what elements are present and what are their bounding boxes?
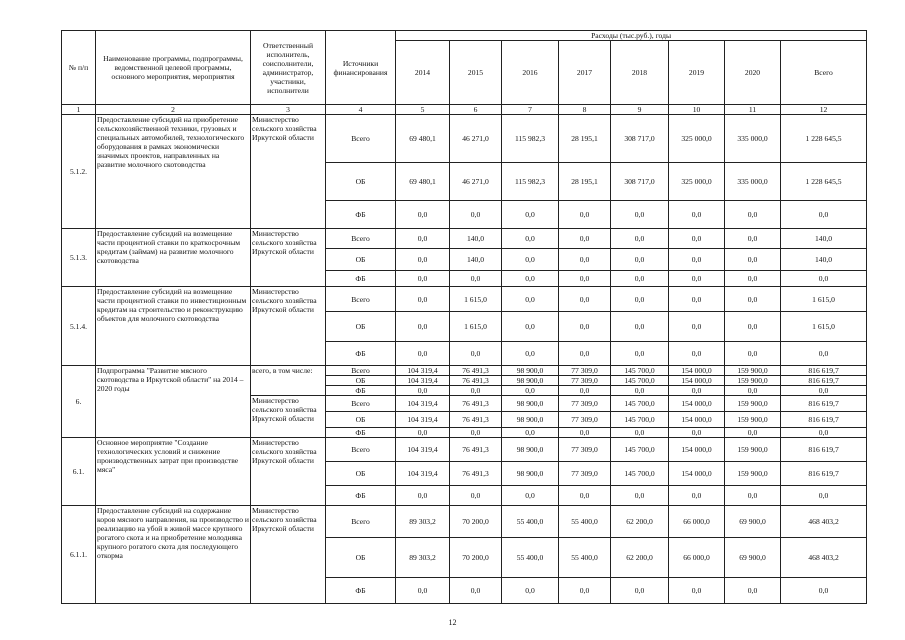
value-cell: 98 900,0 [502, 376, 559, 386]
value-cell: 154 000,0 [669, 438, 725, 462]
header-year: 2015 [450, 41, 502, 105]
source-label: ФБ [326, 386, 396, 396]
value-cell: 0,0 [611, 578, 669, 604]
header-year: 2018 [611, 41, 669, 105]
value-cell: 0,0 [725, 201, 781, 229]
value-cell: 0,0 [611, 271, 669, 287]
value-cell: 76 491,3 [450, 438, 502, 462]
source-label: ФБ [326, 578, 396, 604]
value-cell: 0,0 [669, 287, 725, 312]
value-cell: 98 900,0 [502, 396, 559, 412]
header-year: 2016 [502, 41, 559, 105]
value-cell: 76 491,3 [450, 396, 502, 412]
value-cell: 0,0 [396, 249, 450, 271]
value-cell: 0,0 [611, 312, 669, 342]
value-cell: 0,0 [559, 386, 611, 396]
value-cell: 76 491,3 [450, 366, 502, 376]
value-cell: 98 900,0 [502, 412, 559, 428]
value-cell: 62 200,0 [611, 538, 669, 578]
value-cell: 1 615,0 [450, 287, 502, 312]
table-row [62, 229, 867, 249]
value-cell: 0,0 [502, 229, 559, 249]
value-cell: 104 319,4 [396, 376, 450, 386]
header-name: Наименование программы, подпрограммы, ведомственной целевой программы, основного мероприятия, мероприятия [96, 31, 251, 105]
value-cell: 55 400,0 [559, 538, 611, 578]
value-cell: 0,0 [669, 271, 725, 287]
header-executor: Ответственный исполнитель, соисполнители, администратор, участники, исполнители [251, 31, 326, 105]
value-cell: 0,0 [725, 229, 781, 249]
value-cell: 1 615,0 [450, 312, 502, 342]
value-cell: 0,0 [669, 249, 725, 271]
value-cell: 0,0 [559, 312, 611, 342]
value-cell: 0,0 [611, 287, 669, 312]
total-cell: 0,0 [781, 486, 867, 506]
value-cell: 0,0 [396, 428, 450, 438]
header-year: 2019 [669, 41, 725, 105]
row-executor: Министерство сельского хозяйства Иркутской области [251, 506, 326, 604]
value-cell: 66 000,0 [669, 506, 725, 538]
value-cell: 0,0 [611, 249, 669, 271]
value-cell: 154 000,0 [669, 462, 725, 486]
total-cell: 0,0 [781, 386, 867, 396]
total-cell: 468 403,2 [781, 538, 867, 578]
column-number: 6 [450, 105, 502, 115]
row-executor: Министерство сельского хозяйства Иркутской области [251, 287, 326, 366]
value-cell: 159 900,0 [725, 376, 781, 386]
source-label: ОБ [326, 538, 396, 578]
value-cell: 335 000,0 [725, 163, 781, 201]
total-cell: 1 228 645,5 [781, 115, 867, 163]
value-cell: 0,0 [450, 578, 502, 604]
value-cell: 159 900,0 [725, 366, 781, 376]
value-cell: 0,0 [559, 578, 611, 604]
total-cell: 816 619,7 [781, 462, 867, 486]
value-cell: 89 303,2 [396, 538, 450, 578]
value-cell: 76 491,3 [450, 412, 502, 428]
value-cell: 46 271,0 [450, 163, 502, 201]
column-number: 8 [559, 105, 611, 115]
source-label: Всего [326, 115, 396, 163]
total-cell: 140,0 [781, 229, 867, 249]
value-cell: 0,0 [559, 342, 611, 366]
value-cell: 77 309,0 [559, 462, 611, 486]
row-number: 5.1.3. [62, 229, 96, 287]
value-cell: 0,0 [502, 201, 559, 229]
value-cell: 154 000,0 [669, 366, 725, 376]
value-cell: 159 900,0 [725, 438, 781, 462]
total-cell: 1 228 645,5 [781, 163, 867, 201]
value-cell: 77 309,0 [559, 396, 611, 412]
total-cell: 0,0 [781, 342, 867, 366]
value-cell: 0,0 [450, 386, 502, 396]
value-cell: 308 717,0 [611, 163, 669, 201]
value-cell: 98 900,0 [502, 462, 559, 486]
row-number: 6.1. [62, 438, 96, 506]
value-cell: 0,0 [669, 386, 725, 396]
value-cell: 77 309,0 [559, 366, 611, 376]
value-cell: 0,0 [669, 486, 725, 506]
header-sources: Источники финансирования [326, 31, 396, 105]
table-row [62, 366, 867, 376]
total-cell: 816 619,7 [781, 376, 867, 386]
row-name: Предоставление субсидий на возмещение части процентной ставки по краткосрочным кредитам (займам) на развитие молочного скотоводства [96, 229, 251, 287]
value-cell: 0,0 [396, 229, 450, 249]
source-label: ФБ [326, 486, 396, 506]
value-cell: 0,0 [396, 287, 450, 312]
value-cell: 0,0 [502, 486, 559, 506]
value-cell: 154 000,0 [669, 376, 725, 386]
page-number: 12 [448, 618, 457, 627]
value-cell: 0,0 [450, 342, 502, 366]
total-cell: 816 619,7 [781, 366, 867, 376]
value-cell: 104 319,4 [396, 396, 450, 412]
value-cell: 77 309,0 [559, 412, 611, 428]
value-cell: 0,0 [502, 428, 559, 438]
source-label: Всего [326, 396, 396, 412]
table-row [62, 438, 867, 462]
value-cell: 0,0 [450, 201, 502, 229]
value-cell: 0,0 [559, 486, 611, 506]
value-cell: 77 309,0 [559, 438, 611, 462]
value-cell: 0,0 [669, 578, 725, 604]
value-cell: 0,0 [611, 386, 669, 396]
value-cell: 140,0 [450, 229, 502, 249]
value-cell: 76 491,3 [450, 376, 502, 386]
value-cell: 0,0 [611, 201, 669, 229]
table-row [62, 115, 867, 163]
row-name: Подпрограмма "Развитие мясного скотоводства в Иркутской области" на 2014 – 2020 годы [96, 366, 251, 438]
value-cell: 69 480,1 [396, 163, 450, 201]
value-cell: 0,0 [725, 249, 781, 271]
value-cell: 77 309,0 [559, 376, 611, 386]
value-cell: 0,0 [396, 578, 450, 604]
value-cell: 145 700,0 [611, 412, 669, 428]
column-number: 2 [96, 105, 251, 115]
source-label: ФБ [326, 271, 396, 287]
value-cell: 0,0 [502, 271, 559, 287]
column-number: 11 [725, 105, 781, 115]
source-label: ФБ [326, 428, 396, 438]
header-year: 2017 [559, 41, 611, 105]
value-cell: 0,0 [611, 342, 669, 366]
column-number: 3 [251, 105, 326, 115]
source-label: ОБ [326, 462, 396, 486]
value-cell: 0,0 [725, 486, 781, 506]
column-number: 10 [669, 105, 725, 115]
row-executor: Министерство сельского хозяйства Иркутской области [251, 115, 326, 229]
header-expenses: Расходы (тыс.руб.), годы [396, 31, 867, 41]
row-name: Предоставление субсидий на содержание коров мясного направления, на производство и реализацию на убой в живой массе крупного рогатого скота и на приобретение молодняка крупного рогатого скота для последующего откорма [96, 506, 251, 604]
source-label: ОБ [326, 312, 396, 342]
value-cell: 0,0 [502, 342, 559, 366]
value-cell: 0,0 [559, 229, 611, 249]
source-label: Всего [326, 229, 396, 249]
row-executor: Министерство сельского хозяйства Иркутской области [251, 229, 326, 287]
value-cell: 0,0 [396, 312, 450, 342]
budget-table [61, 30, 867, 604]
value-cell: 159 900,0 [725, 462, 781, 486]
value-cell: 69 480,1 [396, 115, 450, 163]
header-num: № п/п [62, 31, 96, 105]
source-label: ОБ [326, 249, 396, 271]
value-cell: 145 700,0 [611, 438, 669, 462]
value-cell: 0,0 [450, 486, 502, 506]
source-label: Всего [326, 366, 396, 376]
value-cell: 0,0 [725, 287, 781, 312]
value-cell: 154 000,0 [669, 396, 725, 412]
value-cell: 0,0 [611, 428, 669, 438]
value-cell: 140,0 [450, 249, 502, 271]
value-cell: 0,0 [502, 287, 559, 312]
total-cell: 816 619,7 [781, 438, 867, 462]
value-cell: 335 000,0 [725, 115, 781, 163]
header-total: Всего [781, 41, 867, 105]
value-cell: 89 303,2 [396, 506, 450, 538]
total-cell: 140,0 [781, 249, 867, 271]
value-cell: 0,0 [396, 271, 450, 287]
value-cell: 28 195,1 [559, 115, 611, 163]
value-cell: 0,0 [725, 386, 781, 396]
value-cell: 55 400,0 [502, 538, 559, 578]
value-cell: 115 982,3 [502, 115, 559, 163]
value-cell: 0,0 [502, 386, 559, 396]
source-label: ФБ [326, 342, 396, 366]
value-cell: 115 982,3 [502, 163, 559, 201]
value-cell: 0,0 [450, 428, 502, 438]
total-cell: 0,0 [781, 201, 867, 229]
row-name: Предоставление субсидий на приобретение сельскохозяйственной техники, грузовых и специальных автомобилей, технологического оборудования в рамках экономически значимых проектов, направленных на развитие молочного скотоводства [96, 115, 251, 229]
total-cell: 1 615,0 [781, 312, 867, 342]
column-number: 1 [62, 105, 96, 115]
row-executor: Министерство сельского хозяйства Иркутской области [251, 396, 326, 438]
source-label: ОБ [326, 376, 396, 386]
value-cell: 0,0 [559, 201, 611, 229]
value-cell: 104 319,4 [396, 462, 450, 486]
value-cell: 159 900,0 [725, 412, 781, 428]
value-cell: 70 200,0 [450, 506, 502, 538]
value-cell: 0,0 [669, 201, 725, 229]
total-cell: 816 619,7 [781, 412, 867, 428]
value-cell: 159 900,0 [725, 396, 781, 412]
column-number: 5 [396, 105, 450, 115]
source-label: Всего [326, 287, 396, 312]
value-cell: 46 271,0 [450, 115, 502, 163]
row-name: Предоставление субсидий на возмещение части процентной ставки по инвестиционным кредитам на строительство и реконструкцию объектов для молочного скотоводства [96, 287, 251, 366]
value-cell: 104 319,4 [396, 412, 450, 428]
value-cell: 0,0 [669, 428, 725, 438]
value-cell: 308 717,0 [611, 115, 669, 163]
value-cell: 76 491,3 [450, 462, 502, 486]
row-number: 5.1.4. [62, 287, 96, 366]
column-number: 4 [326, 105, 396, 115]
value-cell: 154 000,0 [669, 412, 725, 428]
value-cell: 104 319,4 [396, 366, 450, 376]
value-cell: 0,0 [559, 249, 611, 271]
value-cell: 0,0 [725, 428, 781, 438]
value-cell: 0,0 [611, 229, 669, 249]
header-year: 2020 [725, 41, 781, 105]
value-cell: 145 700,0 [611, 366, 669, 376]
value-cell: 98 900,0 [502, 366, 559, 376]
value-cell: 69 900,0 [725, 538, 781, 578]
total-cell: 0,0 [781, 578, 867, 604]
value-cell: 98 900,0 [502, 438, 559, 462]
table-row [62, 287, 867, 312]
value-cell: 69 900,0 [725, 506, 781, 538]
total-cell: 0,0 [781, 271, 867, 287]
value-cell: 55 400,0 [559, 506, 611, 538]
value-cell: 0,0 [450, 271, 502, 287]
value-cell: 70 200,0 [450, 538, 502, 578]
value-cell: 0,0 [396, 486, 450, 506]
value-cell: 0,0 [559, 287, 611, 312]
value-cell: 325 000,0 [669, 163, 725, 201]
table-row [62, 506, 867, 538]
value-cell: 0,0 [559, 428, 611, 438]
value-cell: 62 200,0 [611, 506, 669, 538]
column-number: 12 [781, 105, 867, 115]
source-label: ОБ [326, 163, 396, 201]
row-name: Основное мероприятие "Создание технологических условий и снижение производственных затрат при производстве мяса" [96, 438, 251, 506]
value-cell: 0,0 [396, 201, 450, 229]
total-cell: 1 615,0 [781, 287, 867, 312]
value-cell: 0,0 [502, 249, 559, 271]
budget-table-page [61, 30, 866, 604]
row-executor: Министерство сельского хозяйства Иркутской области [251, 438, 326, 506]
value-cell: 0,0 [396, 386, 450, 396]
row-number: 6.1.1. [62, 506, 96, 604]
value-cell: 145 700,0 [611, 462, 669, 486]
total-cell: 816 619,7 [781, 396, 867, 412]
value-cell: 0,0 [725, 312, 781, 342]
value-cell: 0,0 [559, 271, 611, 287]
value-cell: 0,0 [611, 486, 669, 506]
header-year: 2014 [396, 41, 450, 105]
total-cell: 468 403,2 [781, 506, 867, 538]
value-cell: 0,0 [669, 312, 725, 342]
row-executor: всего, в том числе: [251, 366, 326, 396]
value-cell: 0,0 [725, 578, 781, 604]
value-cell: 55 400,0 [502, 506, 559, 538]
row-number: 5.1.2. [62, 115, 96, 229]
value-cell: 0,0 [502, 312, 559, 342]
value-cell: 0,0 [669, 229, 725, 249]
source-label: Всего [326, 438, 396, 462]
value-cell: 104 319,4 [396, 438, 450, 462]
column-number: 7 [502, 105, 559, 115]
value-cell: 0,0 [669, 342, 725, 366]
column-number: 9 [611, 105, 669, 115]
value-cell: 325 000,0 [669, 115, 725, 163]
source-label: ФБ [326, 201, 396, 229]
value-cell: 0,0 [502, 578, 559, 604]
value-cell: 28 195,1 [559, 163, 611, 201]
source-label: ОБ [326, 412, 396, 428]
row-number: 6. [62, 366, 96, 438]
value-cell: 66 000,0 [669, 538, 725, 578]
value-cell: 0,0 [725, 271, 781, 287]
value-cell: 145 700,0 [611, 376, 669, 386]
value-cell: 0,0 [725, 342, 781, 366]
source-label: Всего [326, 506, 396, 538]
total-cell: 0,0 [781, 428, 867, 438]
value-cell: 0,0 [396, 342, 450, 366]
value-cell: 145 700,0 [611, 396, 669, 412]
